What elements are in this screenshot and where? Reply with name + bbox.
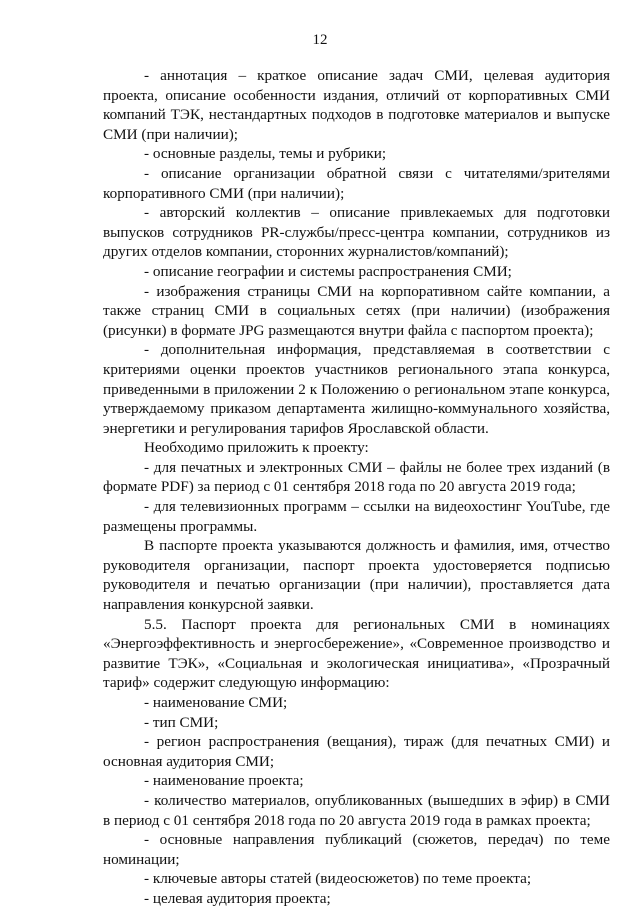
paragraph-target-audience: - целевая аудитория проекта; [144, 889, 331, 907]
paragraph-region: - регион распространения (вещания), тираж (для печатных СМИ) и основная аудитория СМИ; [103, 733, 610, 770]
paragraph-passport-signature: В паспорте проекта указываются должность и фамилия, имя, отчество руководителя организации, паспорт проекта удостоверяется подписью руководителя и печатью организации (при наличии), проставляется дата направления конкурсной заявки. [103, 537, 610, 614]
paragraph-attach-intro: Необходимо приложить к проекту: [144, 439, 369, 457]
paragraph-images: - изображения страницы СМИ на корпоративном сайте компании, а также страниц СМИ в социальных сетях (при наличии) (изображения (рисунки) в формате JPG размещаются внутри файла с паспортом проекта); [103, 282, 610, 339]
document-body [103, 66, 610, 909]
paragraph-materials-count: - количество материалов, опубликованных (вышедших в эфир) в СМИ в период с 01 сентября 2018 года по 20 августа 2019 года в рамках проекта; [103, 791, 610, 829]
paragraph-directions: - основные направления публикаций (сюжетов, передач) по теме номинации; [103, 831, 610, 868]
paragraph-additional-info: - дополнительная информация, представляемая в соответствии с критериями оценки проектов участников регионального этапа конкурса, приведенными в приложении 2 к Положению о региональном этапе конкурса, утверждаемому приказом департамента жилищно-коммунального хозяйства, энергетики и регулирования тарифов Ярославской области. [103, 341, 610, 437]
paragraph-authors: - авторский коллектив – описание привлекаемых для подготовки выпусков сотрудников PR-службы/пресс-центра компании, сотрудников из других отделов компании, сторонних журналистов/компаний); [103, 204, 610, 261]
paragraph-media-type: - тип СМИ; [144, 713, 219, 731]
paragraph-section-5-5: 5.5. Паспорт проекта для региональных СМИ в номинациях «Энергоэффективность и энергосбережение», «Современное производство и развитие ТЭК», «Социальная и экологическая инициатива», «Прозрачный тариф» содержит следующую информацию: [103, 615, 610, 692]
paragraph-attach-print: - для печатных и электронных СМИ – файлы не более трех изданий (в формате PDF) за период с 01 сентября 2018 года по 20 августа 2019 года; [103, 458, 610, 496]
paragraph-feedback: - описание организации обратной связи с читателями/зрителями корпоративного СМИ (при наличии); [103, 164, 610, 202]
paragraph-key-authors: - ключевые авторы статей (видеосюжетов) по теме проекта; [144, 870, 532, 888]
paragraph-attach-tv: - для телевизионных программ – ссылки на видеохостинг YouTube, где размещены программы. [103, 498, 610, 535]
paragraph-geography: - описание географии и системы распространения СМИ; [144, 262, 512, 280]
paragraph-project-name: - наименование проекта; [144, 772, 304, 790]
paragraph-annotation: - аннотация – краткое описание задач СМИ, целевая аудитория проекта, описание особенности издания, отличий от корпоративных СМИ компаний ТЭК, нестандартных подходов в подготовке материалов и выпуске СМИ (при наличии); [103, 67, 610, 143]
page-number: 12 [312, 32, 328, 48]
paragraph-sections: - основные разделы, темы и рубрики; [144, 145, 387, 163]
paragraph-media-name: - наименование СМИ; [144, 694, 288, 711]
